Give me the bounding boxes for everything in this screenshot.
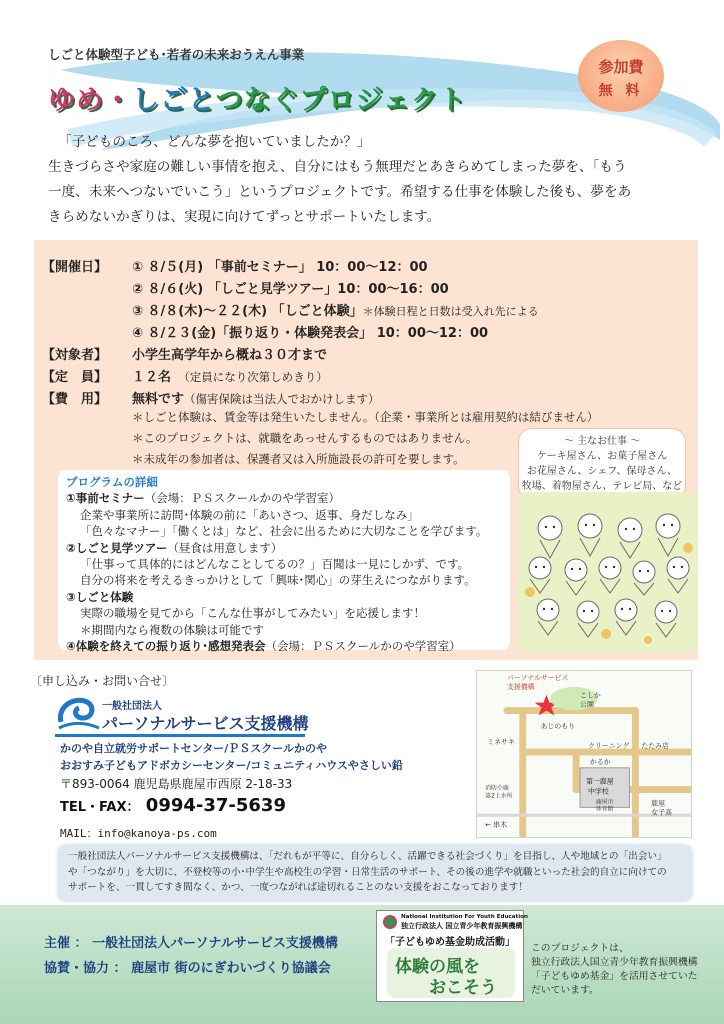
supporter-label: 協賛・協力 ： [44, 961, 127, 976]
free-fee-badge [578, 40, 664, 112]
experience-wind-logo-line2: おこそう [429, 978, 497, 998]
program-item-2-desc: 「仕事って具体的にはどんなことしてるの？」百聞は一見にしかず、です。 [80, 557, 470, 572]
contact-section-label: 〔申し込み・お問い合せ〕 [30, 674, 175, 688]
program-item-2-desc: 自分の将来を考えるきっかけとして「興味･関心」の芽生えにつながります。 [80, 573, 476, 588]
mission-statement [58, 845, 692, 901]
date-item-2: ② ８/６(火) 「しごと見学ツアー」10：00～16：00 [132, 282, 449, 297]
cost-note: （傷害保険は当法人でおかけします） [184, 392, 380, 406]
dates-label: 【開催日】 [42, 260, 108, 275]
map-title: パーソナルサービス [506, 673, 569, 682]
postal-address: 〒893-0064 鹿児島県鹿屋市西原 2-18-33 [60, 777, 293, 791]
map-park: こしか [580, 691, 601, 700]
mission-line: サポートを、一貫してすき間なく、かつ、一度つながれば途切れることのない支援をおこなっております！ [68, 882, 528, 893]
capacity-value-wrap [132, 366, 328, 385]
target-value: 小学生高学年から概ね３０才まで [132, 348, 328, 363]
program-item-1-desc: 「色々なマナー」「働くとは」など、社会に出るために大切なことを学びます。 [80, 524, 488, 539]
kids-illustration [518, 492, 698, 652]
funding-note-line: だいています。 [531, 985, 599, 996]
date-item-3-main: ③ ８/８(木)～２２(木) 「しごと体験」 [132, 304, 363, 319]
organizer-line [44, 932, 338, 951]
note-minor-permission: ＊未成年の参加者は、保護者又は入所施設長の許可を要します。 [132, 452, 465, 466]
intro-line: きらめないかぎりは、実現に向けてずっとサポートいたします。 [48, 209, 441, 225]
program-item-1-desc: 企業や事業所に訪問･体験の前に「あいさつ、返事、身だしなみ」 [80, 507, 419, 522]
map-tatami: たたみ店 [641, 742, 669, 751]
jobs-bubble-line: 牧場、着物屋さん、テレビ局、など [521, 481, 683, 492]
org-logo-icon [55, 692, 101, 734]
institution-logo-icon [383, 915, 397, 929]
map-cleaning: クリーニング [587, 742, 630, 751]
program-item-2-heading [66, 540, 502, 556]
institution-english-name: National Institution For Youth Education [401, 914, 528, 920]
org-underline-decoration [55, 734, 305, 737]
intro-line: 一度、未来へつないでいこう」というプロジェクトです。希望する仕事を体験した後も、夢をあ [48, 184, 632, 200]
title-part-tsunagu: つなぐプロジェクト [215, 85, 467, 116]
map-school: 第一鹿屋 [585, 777, 614, 786]
org-centers [60, 741, 403, 774]
organizer-label: 主催 ： [44, 936, 88, 951]
phone-label: TEL・FAX： [60, 800, 140, 815]
program-item-3-desc: 実際の職場を見てから「こんな仕事がしてみたい」を応援します！ [80, 606, 425, 621]
date-item-3-note: ＊体験日程と日数は受入れ先による [362, 305, 539, 318]
program-title: プログラムの詳細 [66, 475, 158, 489]
map-station: 鹿屋市 [595, 799, 614, 806]
date-item-4: ④ ８/２３(金)「振り返り・体験発表会」 10：00～12：00 [132, 326, 489, 341]
cost-label: 【費 用】 [42, 392, 108, 407]
funding-note-line: このプロジェクトは、 [531, 943, 629, 954]
organizer-name: 一般社団法人パーソナルサービス支援機構 [92, 936, 338, 951]
program-details-panel [58, 470, 510, 654]
program-item-4-title: ④体験を終えての振り返り･感想発表会 [66, 639, 266, 654]
mission-line: 一般社団法人パーソナルサービス支援機構は、「だれもが平等に、自分らしく、活躍できる社会づくり」を目指し、人や地域との「出会い」 [68, 851, 667, 862]
map-karuka: かるか [589, 757, 611, 766]
jobs-speech-bubble [518, 428, 686, 500]
program-item-1-heading [66, 490, 502, 506]
intro-text [48, 130, 688, 230]
map-minesaki: ミネサキ [487, 738, 515, 747]
map-park-2: 公園 [580, 700, 594, 709]
experience-wind-logo [387, 948, 515, 998]
page-title [48, 78, 467, 117]
funding-note [531, 942, 716, 998]
phone-number: 0994-37-5639 [145, 795, 286, 816]
email-address: MAIL：info@kanoya-ps.com [60, 827, 217, 840]
map-girls-2: 女子高 [651, 808, 672, 817]
title-part-yume: ゆめ・ [48, 85, 132, 116]
title-part-shigoto: しごと [132, 85, 216, 116]
program-item-1-venue: （会場：ＰＳスクールかのや学習室） [144, 491, 341, 506]
org-type: 一般社団法人 [102, 701, 162, 712]
map-ajinomori: あじのもり [540, 722, 576, 731]
map-station-2: 体育館 [595, 806, 614, 813]
fee-badge-label: 参加費 [598, 58, 644, 76]
program-item-3-title: ③しごと体験 [66, 589, 134, 604]
program-item-3-desc: ＊期間内なら複数の体験は可能です [80, 622, 264, 637]
org-name: パーソナルサービス支援機構 [102, 714, 309, 733]
map-girls: 鹿屋 [651, 799, 666, 808]
map-school-2: 中学校 [587, 787, 609, 796]
map-title-2: 支援機構 [506, 682, 535, 691]
mission-line: や「つながり」を大切に、不登校等の小･中学生や高校生の学習・日常生活のサポート、その後の進学や就職といった社会的自立に向けての [68, 866, 667, 878]
jobs-bubble-line: ケーキ屋さん、お菓子屋さん [536, 451, 668, 462]
cost-value-wrap [132, 388, 380, 407]
map-direction: ← 串木 [485, 821, 507, 830]
center-line: おおすみ子どもアドボカシーセンター/コミュニティハウスやさしい鉛 [60, 758, 403, 772]
map-office: 消防小鹿 [485, 785, 509, 792]
center-line: かのや自立就労サポートセンター/ＰＳスクールかのや [60, 742, 328, 755]
funding-note-line: 「子どもゆめ基金」を活用させていた [531, 971, 698, 982]
supporter-name: 鹿屋市 街のにぎわいづくり協議会 [131, 961, 331, 976]
program-item-1-title: ①事前セミナー [66, 491, 145, 506]
program-item-2-note: （昼食は用意します） [167, 540, 283, 555]
supporter-line [44, 957, 331, 976]
map-office-2: 第2上水所 [485, 793, 513, 800]
program-item-4-heading [66, 638, 502, 654]
intro-question: 「子どものころ、どんな夢を抱いていましたか？」 [58, 134, 371, 150]
capacity-label: 【定 員】 [42, 370, 108, 385]
note-wage: ＊しごと体験は、賃金等は発生いたしません。（企業・事業所とは雇用契約は結びません） [132, 410, 599, 424]
target-label: 【対象者】 [42, 348, 108, 363]
dream-fund-card [376, 910, 528, 1002]
capacity-note: （定員になり次第しめきり） [184, 370, 328, 384]
jobs-bubble-line: お花屋さん、シェフ、保母さん、 [526, 466, 678, 477]
jobs-bubble-title: ～ 主なお仕事 ～ [563, 436, 641, 447]
funding-note-line: 独立行政法人国立青少年教育振興機構 [531, 957, 698, 968]
program-item-4-venue: （会場：ＰＳスクールかのや学習室） [265, 639, 461, 654]
dream-fund-title: 「子どもゆめ基金助成活動」 [385, 937, 515, 948]
note-employment: ＊このプロジェクトは、就職をあっせんするものではありません。 [132, 431, 478, 445]
intro-line: 生きづらさや家庭の難しい事情を抱え、自分にはもう無理だとあきらめてしまった夢を、「もう [48, 159, 627, 175]
institution-japanese-name: 独立行政法人 国立青少年教育振興機構 [401, 922, 523, 930]
cost-value: 無料です [132, 392, 185, 407]
access-map [476, 670, 692, 838]
experience-wind-logo-line1: 体験の風を [395, 957, 480, 977]
date-item-1: ① ８/５(月) 「事前セミナー」 10：00～12：00 [132, 260, 428, 275]
phone-fax [60, 795, 286, 816]
fee-badge-value: 無 料 [598, 83, 644, 99]
project-subtitle: しごと体験型子ども･若者の未来おうえん事業 [48, 47, 305, 62]
date-item-3 [132, 300, 539, 319]
program-item-2-title: ②しごと見学ツアー [66, 540, 168, 555]
capacity-value: １２名 [132, 370, 172, 385]
